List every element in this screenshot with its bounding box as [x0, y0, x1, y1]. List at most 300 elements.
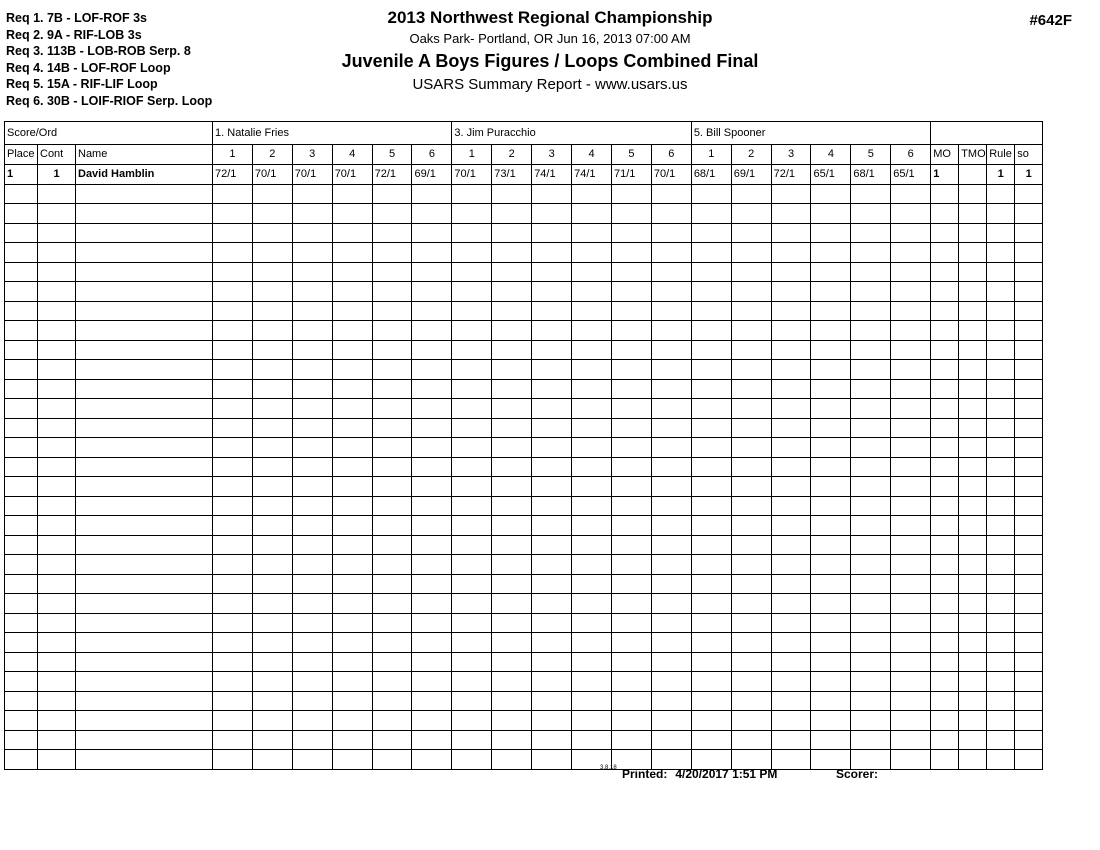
empty-cell — [987, 535, 1015, 555]
empty-cell — [292, 730, 332, 750]
empty-cell — [731, 184, 771, 204]
empty-cell — [532, 321, 572, 341]
empty-cell — [532, 594, 572, 614]
empty-cell — [332, 379, 372, 399]
empty-cell — [891, 223, 931, 243]
empty-cell — [5, 282, 38, 302]
empty-cell — [5, 535, 38, 555]
empty-cell — [987, 438, 1015, 458]
empty-cell — [771, 379, 811, 399]
empty-cell — [651, 613, 691, 633]
empty-cell — [38, 516, 76, 536]
empty-cell — [532, 243, 572, 263]
empty-cell — [987, 574, 1015, 594]
empty-cell — [372, 535, 412, 555]
empty-cell — [771, 184, 811, 204]
empty-row — [5, 457, 1043, 477]
empty-cell — [959, 750, 987, 770]
empty-cell — [691, 184, 731, 204]
empty-cell — [651, 379, 691, 399]
empty-cell — [891, 457, 931, 477]
empty-cell — [1015, 516, 1043, 536]
empty-cell — [372, 243, 412, 263]
empty-cell — [372, 204, 412, 224]
empty-cell — [292, 691, 332, 711]
empty-cell — [851, 574, 891, 594]
empty-cell — [771, 516, 811, 536]
empty-cell — [851, 477, 891, 497]
empty-cell — [851, 438, 891, 458]
empty-cell — [691, 301, 731, 321]
empty-cell — [452, 438, 492, 458]
empty-cell — [452, 594, 492, 614]
empty-cell — [452, 730, 492, 750]
empty-cell — [851, 594, 891, 614]
report-header — [0, 8, 1100, 93]
empty-row — [5, 418, 1043, 438]
empty-cell — [213, 496, 253, 516]
empty-cell — [959, 379, 987, 399]
empty-cell — [532, 633, 572, 653]
empty-cell — [252, 691, 292, 711]
empty-cell — [332, 652, 372, 672]
table-row — [5, 164, 1043, 184]
empty-cell — [891, 282, 931, 302]
score-cell: 74/1 — [532, 164, 572, 184]
empty-cell — [959, 438, 987, 458]
col-header-cont: Cont — [38, 145, 76, 165]
score-col-header: 5 — [372, 145, 412, 165]
championship-title: 2013 Northwest Regional Championship — [387, 8, 713, 27]
empty-cell — [651, 321, 691, 341]
empty-cell — [5, 457, 38, 477]
empty-cell — [891, 243, 931, 263]
empty-cell — [76, 340, 213, 360]
empty-cell — [611, 691, 651, 711]
empty-cell — [492, 457, 532, 477]
empty-cell — [987, 477, 1015, 497]
empty-cell — [1015, 360, 1043, 380]
empty-cell — [452, 613, 492, 633]
empty-cell — [332, 457, 372, 477]
empty-cell — [771, 282, 811, 302]
score-col-header: 2 — [252, 145, 292, 165]
empty-cell — [771, 496, 811, 516]
empty-cell — [412, 418, 452, 438]
empty-cell — [252, 360, 292, 380]
empty-cell — [532, 262, 572, 282]
empty-row — [5, 184, 1043, 204]
empty-cell — [987, 223, 1015, 243]
empty-cell — [651, 360, 691, 380]
empty-cell — [572, 438, 612, 458]
empty-cell — [691, 243, 731, 263]
empty-cell — [372, 555, 412, 575]
empty-cell — [891, 438, 931, 458]
empty-cell — [38, 750, 76, 770]
empty-cell — [252, 535, 292, 555]
empty-cell — [412, 321, 452, 341]
empty-cell — [987, 594, 1015, 614]
empty-cell — [731, 477, 771, 497]
empty-cell — [252, 243, 292, 263]
empty-cell — [76, 535, 213, 555]
empty-cell — [38, 535, 76, 555]
empty-cell — [252, 477, 292, 497]
empty-cell — [811, 477, 851, 497]
empty-cell — [931, 516, 959, 536]
empty-cell — [412, 223, 452, 243]
empty-cell — [931, 282, 959, 302]
empty-cell — [811, 730, 851, 750]
empty-cell — [987, 399, 1015, 419]
empty-cell — [38, 379, 76, 399]
empty-cell — [891, 633, 931, 653]
empty-cell — [771, 399, 811, 419]
empty-cell — [76, 243, 213, 263]
empty-cell — [811, 438, 851, 458]
empty-cell — [332, 574, 372, 594]
empty-cell — [811, 360, 851, 380]
empty-cell — [959, 516, 987, 536]
empty-cell — [372, 340, 412, 360]
empty-cell — [987, 672, 1015, 692]
empty-cell — [492, 340, 532, 360]
score-col-header: 3 — [292, 145, 332, 165]
empty-cell — [492, 204, 532, 224]
score-cell: 69/1 — [731, 164, 771, 184]
empty-cell — [372, 672, 412, 692]
empty-cell — [891, 379, 931, 399]
empty-cell — [492, 672, 532, 692]
empty-row — [5, 360, 1043, 380]
empty-cell — [332, 691, 372, 711]
empty-cell — [987, 262, 1015, 282]
empty-cell — [851, 672, 891, 692]
empty-row — [5, 496, 1043, 516]
empty-cell — [5, 496, 38, 516]
empty-cell — [771, 691, 811, 711]
empty-cell — [731, 262, 771, 282]
judge-1-name: 1. Natalie Fries — [213, 122, 452, 145]
empty-cell — [611, 204, 651, 224]
empty-cell — [38, 438, 76, 458]
empty-cell — [332, 438, 372, 458]
empty-cell — [5, 301, 38, 321]
empty-cell — [891, 204, 931, 224]
empty-cell — [372, 750, 412, 770]
empty-cell — [1015, 321, 1043, 341]
empty-cell — [5, 613, 38, 633]
empty-cell — [532, 360, 572, 380]
empty-cell — [891, 360, 931, 380]
empty-cell — [651, 223, 691, 243]
empty-cell — [851, 652, 891, 672]
empty-cell — [292, 574, 332, 594]
empty-cell — [38, 340, 76, 360]
empty-cell — [452, 652, 492, 672]
empty-cell — [611, 321, 651, 341]
empty-row — [5, 652, 1043, 672]
empty-cell — [572, 574, 612, 594]
empty-cell — [731, 379, 771, 399]
empty-cell — [851, 691, 891, 711]
empty-cell — [492, 262, 532, 282]
empty-cell — [332, 301, 372, 321]
empty-cell — [372, 301, 412, 321]
empty-cell — [771, 360, 811, 380]
empty-cell — [959, 457, 987, 477]
empty-cell — [691, 418, 731, 438]
empty-cell — [252, 730, 292, 750]
empty-cell — [38, 613, 76, 633]
empty-cell — [292, 516, 332, 536]
empty-cell — [891, 496, 931, 516]
empty-cell — [651, 574, 691, 594]
empty-cell — [851, 223, 891, 243]
empty-cell — [292, 672, 332, 692]
empty-cell — [811, 516, 851, 536]
empty-cell — [213, 399, 253, 419]
empty-cell — [731, 516, 771, 536]
empty-cell — [959, 321, 987, 341]
empty-cell — [572, 496, 612, 516]
empty-cell — [292, 750, 332, 770]
empty-cell — [851, 282, 891, 302]
empty-cell — [651, 691, 691, 711]
empty-cell — [76, 730, 213, 750]
empty-cell — [492, 711, 532, 731]
empty-cell — [38, 477, 76, 497]
empty-cell — [987, 301, 1015, 321]
empty-cell — [891, 691, 931, 711]
empty-cell — [38, 672, 76, 692]
empty-cell — [492, 243, 532, 263]
empty-cell — [651, 516, 691, 536]
empty-cell — [292, 184, 332, 204]
score-col-header: 1 — [691, 145, 731, 165]
empty-cell — [651, 438, 691, 458]
empty-cell — [811, 418, 851, 438]
empty-cell — [332, 282, 372, 302]
requirement-line: Req 2. 9A - RIF-LOB 3s — [6, 27, 142, 42]
empty-cell — [1015, 184, 1043, 204]
empty-cell — [891, 711, 931, 731]
empty-cell — [572, 418, 612, 438]
empty-cell — [987, 516, 1015, 536]
empty-cell — [452, 399, 492, 419]
empty-cell — [452, 750, 492, 770]
score-cell: 68/1 — [851, 164, 891, 184]
empty-cell — [292, 711, 332, 731]
empty-cell — [38, 496, 76, 516]
empty-cell — [252, 340, 292, 360]
empty-cell — [1015, 652, 1043, 672]
empty-cell — [213, 438, 253, 458]
empty-cell — [452, 379, 492, 399]
empty-cell — [651, 399, 691, 419]
empty-cell — [731, 691, 771, 711]
score-cell: 74/1 — [572, 164, 612, 184]
empty-cell — [332, 477, 372, 497]
empty-cell — [691, 535, 731, 555]
empty-cell — [811, 594, 851, 614]
empty-cell — [572, 652, 612, 672]
empty-cell — [213, 477, 253, 497]
empty-cell — [213, 750, 253, 770]
score-cell: 70/1 — [452, 164, 492, 184]
empty-cell — [987, 379, 1015, 399]
empty-cell — [987, 496, 1015, 516]
empty-cell — [691, 223, 731, 243]
empty-cell — [731, 730, 771, 750]
empty-cell — [811, 399, 851, 419]
empty-cell — [651, 340, 691, 360]
empty-cell — [891, 321, 931, 341]
empty-cell — [76, 594, 213, 614]
empty-cell — [332, 594, 372, 614]
empty-cell — [412, 633, 452, 653]
empty-cell — [931, 691, 959, 711]
empty-cell — [372, 691, 412, 711]
empty-cell — [691, 730, 731, 750]
empty-cell — [651, 243, 691, 263]
empty-cell — [987, 243, 1015, 263]
empty-cell — [213, 340, 253, 360]
empty-cell — [811, 321, 851, 341]
empty-cell — [332, 750, 372, 770]
empty-cell — [572, 223, 612, 243]
col-header-tmo: TMO — [959, 145, 987, 165]
empty-cell — [292, 360, 332, 380]
empty-cell — [931, 555, 959, 575]
empty-cell — [691, 633, 731, 653]
empty-cell — [292, 594, 332, 614]
empty-cell — [959, 652, 987, 672]
skater-name-cell: David Hamblin — [76, 164, 213, 184]
empty-cell — [532, 750, 572, 770]
empty-cell — [412, 301, 452, 321]
empty-cell — [959, 672, 987, 692]
empty-cell — [213, 516, 253, 536]
empty-cell — [252, 418, 292, 438]
empty-row — [5, 711, 1043, 731]
empty-cell — [252, 282, 292, 302]
empty-cell — [891, 613, 931, 633]
empty-cell — [213, 730, 253, 750]
empty-cell — [987, 613, 1015, 633]
score-cell: 71/1 — [611, 164, 651, 184]
empty-cell — [1015, 223, 1043, 243]
empty-cell — [731, 438, 771, 458]
empty-cell — [771, 672, 811, 692]
empty-cell — [532, 652, 572, 672]
software-version: 3.8.18 — [600, 765, 617, 771]
empty-cell — [252, 672, 292, 692]
empty-cell — [292, 223, 332, 243]
empty-cell — [292, 633, 332, 653]
empty-cell — [76, 516, 213, 536]
empty-cell — [5, 321, 38, 341]
col-header-rule: Rule — [987, 145, 1015, 165]
empty-cell — [38, 633, 76, 653]
empty-cell — [213, 555, 253, 575]
empty-cell — [492, 555, 532, 575]
empty-cell — [611, 555, 651, 575]
empty-cell — [213, 711, 253, 731]
empty-cell — [412, 711, 452, 731]
empty-cell — [76, 321, 213, 341]
empty-cell — [931, 652, 959, 672]
empty-row — [5, 262, 1043, 282]
empty-cell — [1015, 711, 1043, 731]
empty-cell — [492, 360, 532, 380]
requirement-line: Req 3. 113B - LOB-ROB Serp. 8 — [6, 44, 191, 58]
empty-cell — [332, 223, 372, 243]
empty-cell — [1015, 418, 1043, 438]
empty-cell — [252, 516, 292, 536]
empty-cell — [811, 243, 851, 263]
empty-cell — [252, 555, 292, 575]
empty-cell — [1015, 243, 1043, 263]
empty-cell — [332, 633, 372, 653]
tmo-cell — [959, 164, 987, 184]
empty-cell — [38, 594, 76, 614]
empty-cell — [213, 184, 253, 204]
empty-cell — [76, 301, 213, 321]
score-col-header: 6 — [651, 145, 691, 165]
rule-cell: 1 — [987, 164, 1015, 184]
col-header-name: Name — [76, 145, 213, 165]
empty-cell — [811, 672, 851, 692]
empty-cell — [38, 457, 76, 477]
empty-cell — [611, 282, 651, 302]
empty-cell — [5, 477, 38, 497]
empty-cell — [492, 282, 532, 302]
empty-cell — [292, 438, 332, 458]
score-cell: 65/1 — [891, 164, 931, 184]
empty-cell — [76, 223, 213, 243]
empty-cell — [452, 360, 492, 380]
empty-cell — [851, 555, 891, 575]
score-col-header: 3 — [771, 145, 811, 165]
empty-cell — [332, 496, 372, 516]
empty-cell — [452, 340, 492, 360]
empty-cell — [891, 184, 931, 204]
empty-cell — [412, 691, 452, 711]
empty-cell — [611, 574, 651, 594]
cont-cell: 1 — [38, 164, 76, 184]
empty-cell — [5, 184, 38, 204]
empty-cell — [771, 652, 811, 672]
empty-cell — [987, 633, 1015, 653]
empty-cell — [691, 204, 731, 224]
empty-cell — [611, 223, 651, 243]
requirement-line: Req 6. 30B - LOIF-RIOF Serp. Loop — [6, 93, 213, 108]
empty-cell — [611, 360, 651, 380]
empty-cell — [1015, 204, 1043, 224]
empty-cell — [691, 262, 731, 282]
empty-cell — [76, 496, 213, 516]
empty-cell — [292, 477, 332, 497]
empty-cell — [931, 399, 959, 419]
empty-cell — [572, 262, 612, 282]
empty-cell — [851, 301, 891, 321]
empty-cell — [1015, 477, 1043, 497]
empty-cell — [372, 418, 412, 438]
empty-cell — [611, 672, 651, 692]
empty-cell — [771, 301, 811, 321]
